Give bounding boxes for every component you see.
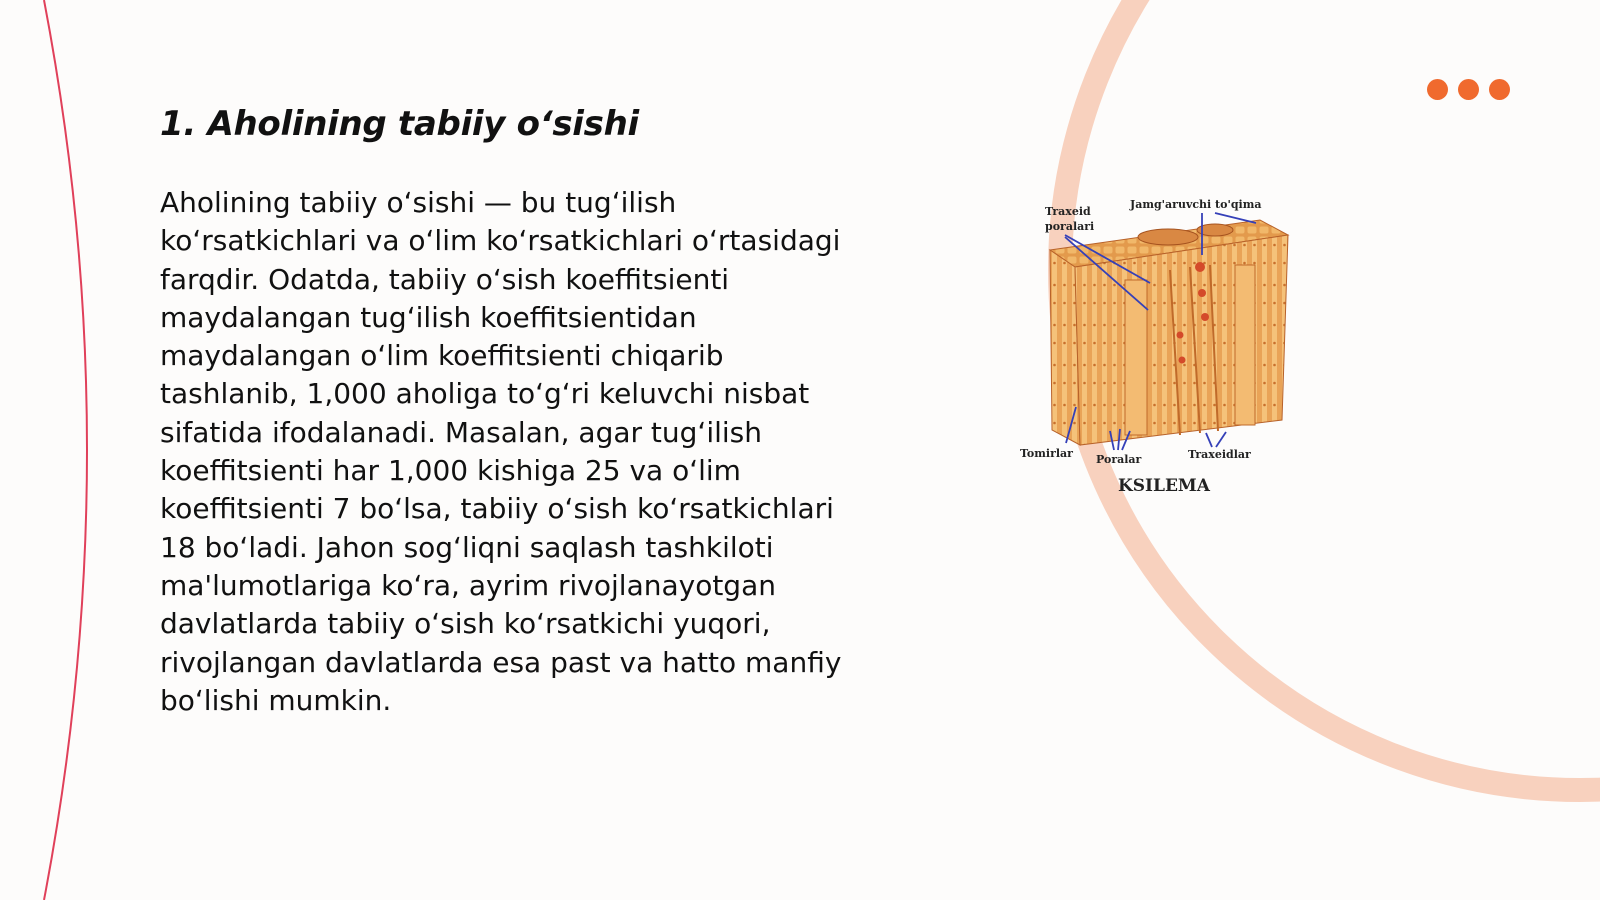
slide-title: 1. Aholining tabiiy oʻsishi bbox=[160, 104, 639, 144]
left-curve-line bbox=[44, 0, 87, 900]
xylem-block bbox=[1050, 220, 1288, 445]
xylem-illustration bbox=[1020, 195, 1330, 515]
dot-3 bbox=[1489, 79, 1510, 100]
label-poralari: poralari bbox=[1045, 220, 1095, 233]
label-poralar: Poralar bbox=[1096, 453, 1142, 466]
figure-caption: KSILEMA bbox=[1118, 476, 1210, 496]
dot-2 bbox=[1458, 79, 1479, 100]
label-traxeidlar: Traxeidlar bbox=[1188, 448, 1251, 461]
label-tomirlar: Tomirlar bbox=[1020, 447, 1073, 460]
dot-1 bbox=[1427, 79, 1448, 100]
label-jamgaruvchi: Jamg'aruvchi to'qima bbox=[1130, 198, 1262, 211]
label-traxeid: Traxeid bbox=[1045, 205, 1091, 218]
body-paragraph: Aholining tabiiy oʻsishi — bu tugʻilish koʻrsatkichlari va oʻlim koʻrsatkichlari oʻrtasidagi farqdir. Odatda, tabiiy oʻsish koeffitsienti maydalangan tugʻilish koeffitsientidan maydalangan oʻlim koeffitsienti chiqarib tashlanib, 1,000 aholiga toʻgʻri keluvchi nisbat sifatida ifodalanadi. Masalan, agar tugʻilish koeffitsienti har 1,000 kishiga 25 va oʻlim koeffitsienti 7 boʻlsa, tabiiy oʻsish koʻrsatkichlari 18 boʻladi. Jahon sogʻliqni saqlash tashkiloti ma'lumotlariga koʻra, ayrim rivojlanayotgan davlatlarda tabiiy oʻsish koʻrsatkichi yuqori, rivojlangan davlatlarda esa past va hatto manfiy boʻlishi mumkin. bbox=[160, 186, 842, 717]
more-dots-icon bbox=[1427, 79, 1510, 100]
